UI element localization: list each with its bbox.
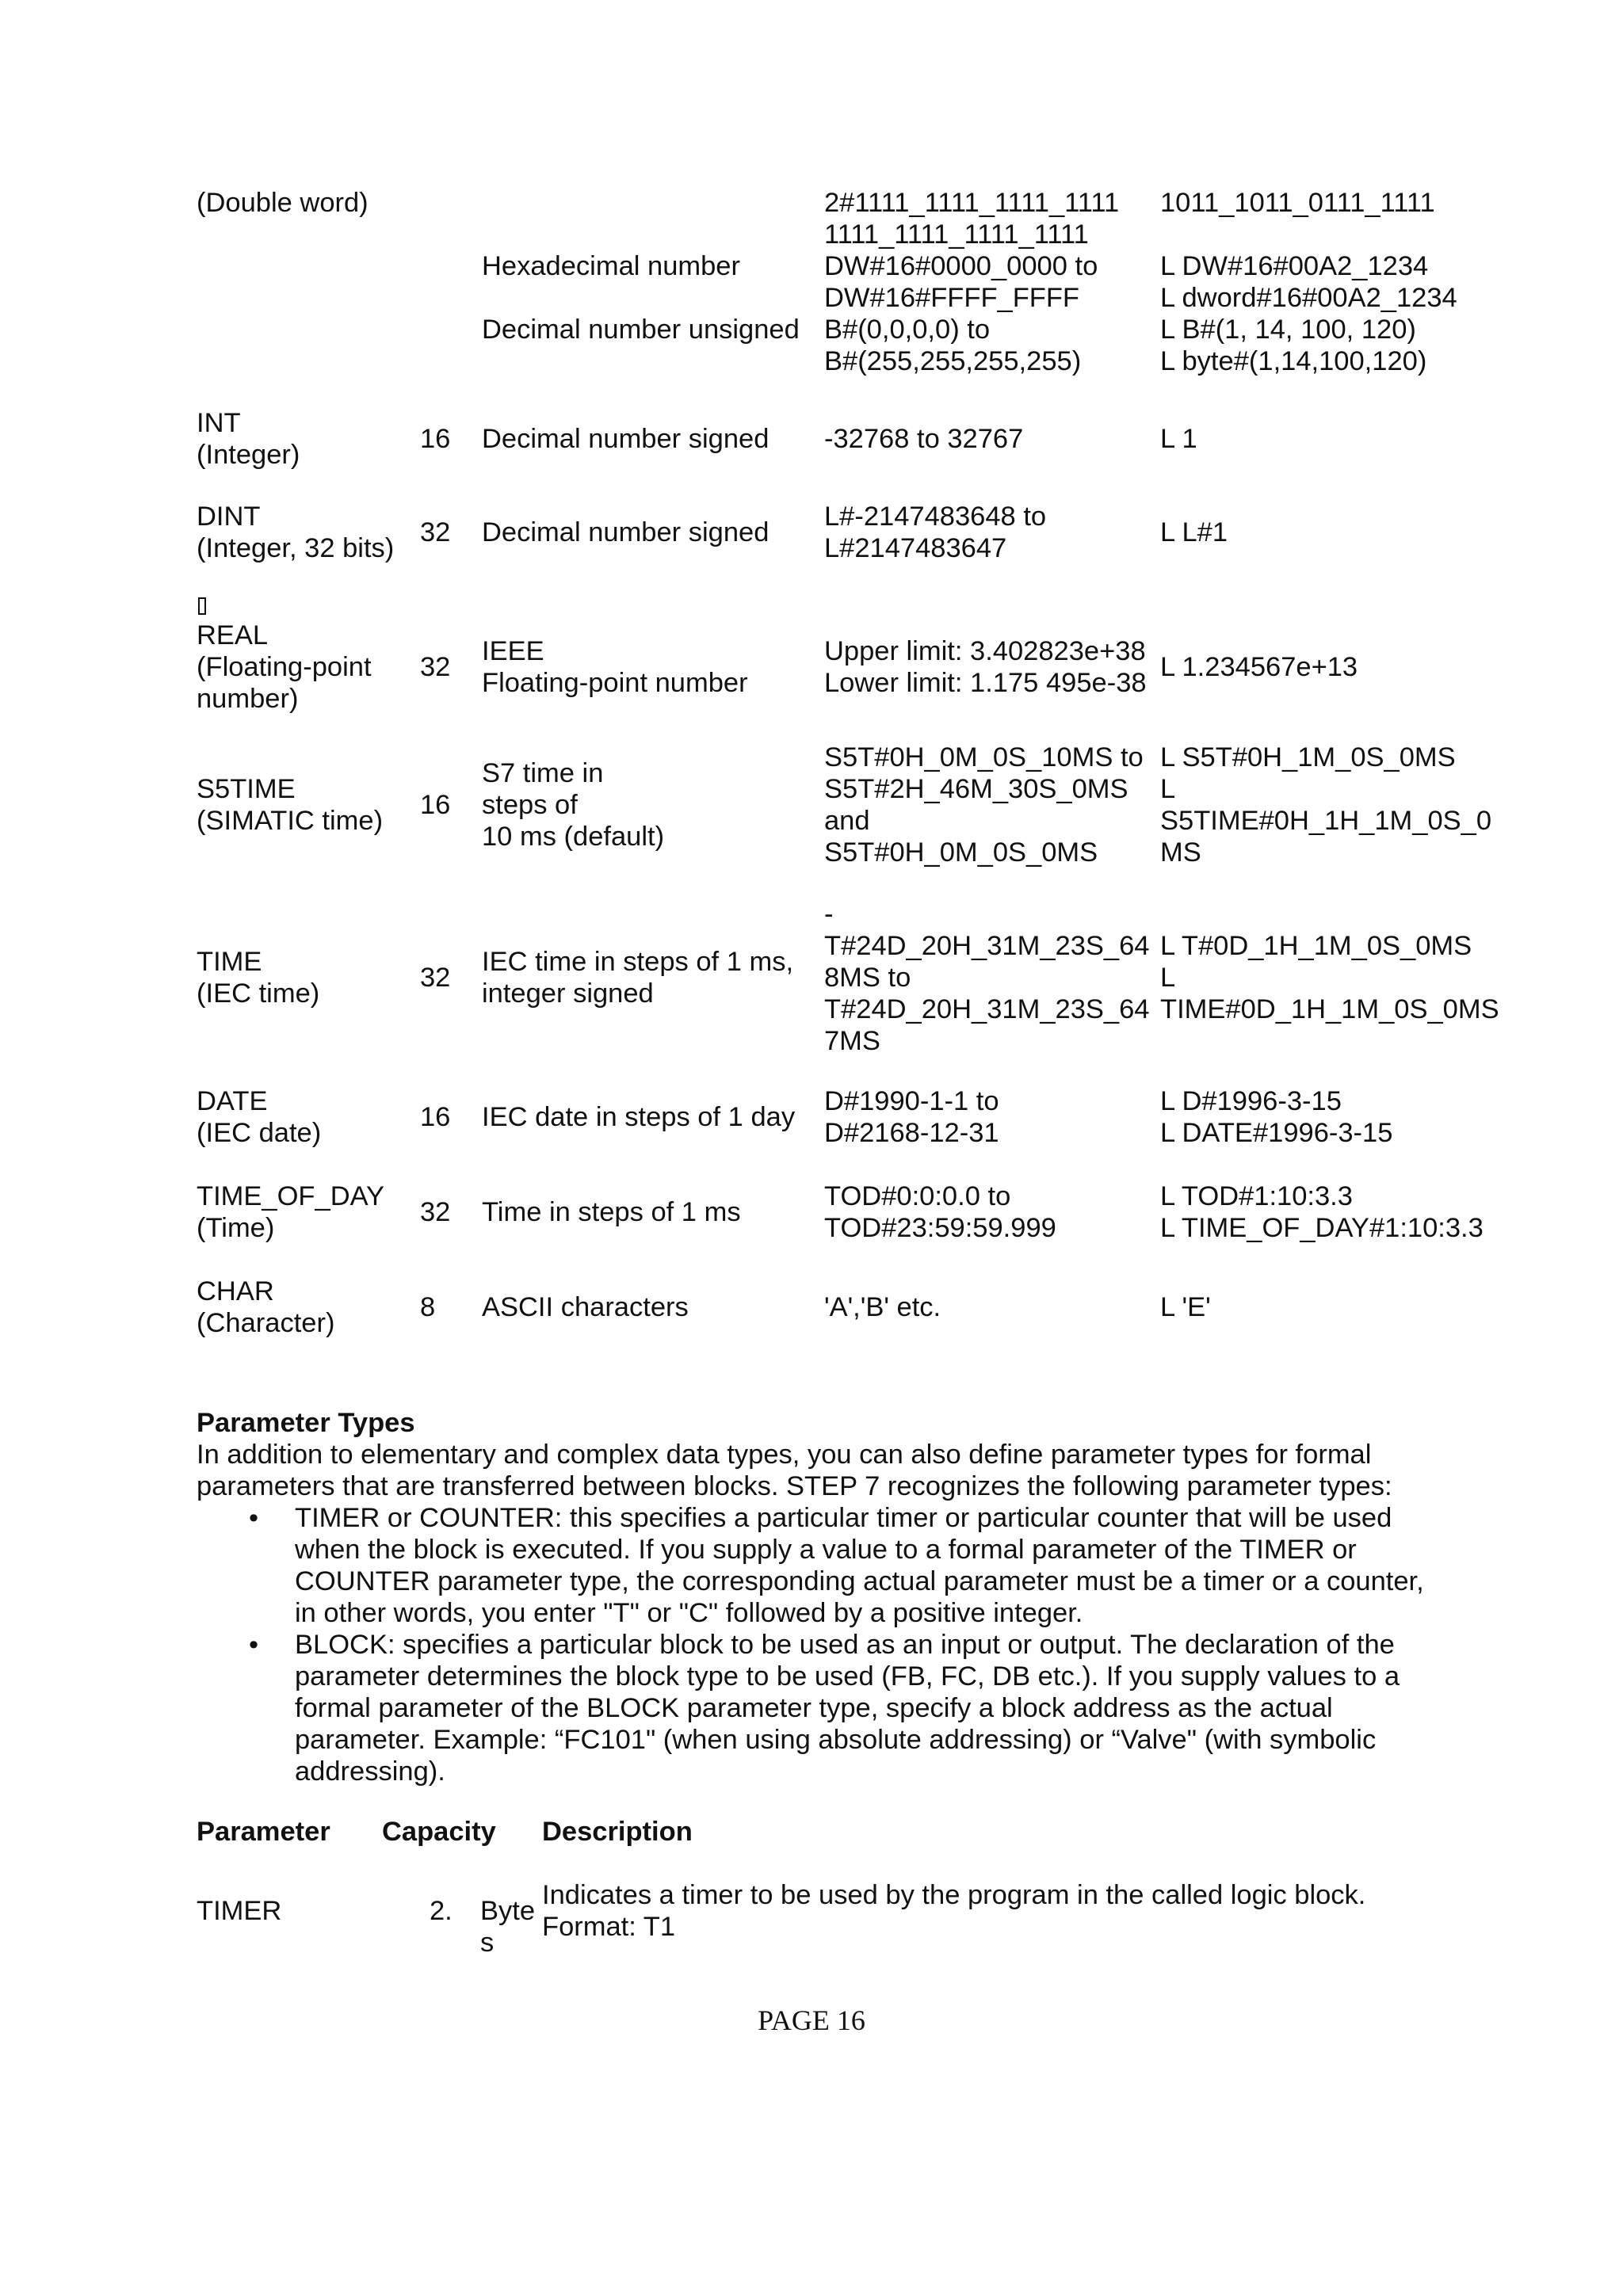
type-example-cell: L 1 <box>1160 424 1197 454</box>
type-range-cell: - T#24D_20H_31M_23S_64 8MS to T#24D_20H_31M_23S_64 7MS <box>824 899 1150 1056</box>
param-header-description: Description <box>542 1817 693 1847</box>
type-example-cell: L L#1 <box>1160 517 1228 547</box>
type-format-cell: IEC time in steps of 1 ms, integer signed <box>482 947 794 1009</box>
type-example-cell: L S5T#0H_1M_0S_0MS L S5TIME#0H_1H_1M_0S_0 MS <box>1160 742 1492 868</box>
type-name-cell: DATE (IEC date) <box>197 1086 322 1148</box>
type-name-cell: S5TIME (SIMATIC time) <box>197 774 384 836</box>
dword-dec-examples: L B#(1, 14, 100, 120) L byte#(1,14,100,120) <box>1160 315 1427 376</box>
type-format-cell: Time in steps of 1 ms <box>482 1197 741 1227</box>
param-header-capacity: Capacity <box>382 1817 496 1847</box>
type-bits-cell: 16 <box>420 790 451 820</box>
bullet-icon: • <box>249 1503 259 1533</box>
type-format-cell: ASCII characters <box>482 1292 689 1322</box>
dword-binary-example: 1011_1011_0111_1111 <box>1160 188 1435 218</box>
type-format-cell: IEC date in steps of 1 day <box>482 1102 796 1132</box>
type-range-cell: Upper limit: 3.402823e+38 Lower limit: 1.175 495e-38 <box>824 636 1147 698</box>
param-row-timer-description: Indicates a timer to be used by the program in the called logic block. Format: T1 <box>542 1880 1366 1942</box>
type-bits-cell: 16 <box>420 424 451 454</box>
missing-glyph-box <box>198 597 206 615</box>
dword-dec-range: B#(0,0,0,0) to B#(255,255,255,255) <box>824 315 1082 376</box>
dword-hex-range: DW#16#0000_0000 to DW#16#FFFF_FFFF <box>824 251 1098 313</box>
dword-hex-format: Hexadecimal number <box>482 251 740 281</box>
type-bits-cell: 32 <box>420 1197 451 1227</box>
type-range-cell: L#-2147483648 to L#2147483647 <box>824 502 1047 563</box>
page-footer: PAGE 16 <box>758 2004 865 2036</box>
type-range-cell: S5T#0H_0M_0S_10MS to S5T#2H_46M_30S_0MS and S5T#0H_0M_0S_0MS <box>824 742 1144 868</box>
section-heading: Parameter Types <box>197 1408 415 1438</box>
type-bits-cell: 32 <box>420 963 451 993</box>
type-name-cell: TIME_OF_DAY (Time) <box>197 1181 385 1243</box>
section-intro: In addition to elementary and complex data types, you can also define parameter types for formal parameters that are transferred between blocks. STEP 7 recognizes the following parameter types: <box>197 1440 1392 1501</box>
bullet-item-timer-counter: • TIMER or COUNTER: this specifies a particular timer or particular counter that will be used when the block is executed. If you supply a value to a formal parameter of the TIMER or COUNTER parameter type, the corresponding actual parameter must be a timer or a counter, in other words, you enter "T" or "C" followed by a positive integer. <box>249 1503 1424 1628</box>
type-name-cell: INT (Integer) <box>197 408 300 470</box>
type-name-cell: CHAR (Character) <box>197 1276 335 1338</box>
type-example-cell: L D#1996-3-15 L DATE#1996-3-15 <box>1160 1086 1393 1148</box>
type-name-cell: TIME (IEC time) <box>197 947 320 1009</box>
type-example-cell: L 'E' <box>1160 1292 1211 1322</box>
type-range-cell: D#1990-1-1 to D#2168-12-31 <box>824 1086 999 1148</box>
bullet-list <box>197 1502 1465 1787</box>
dword-hex-examples: L DW#16#00A2_1234 L dword#16#00A2_1234 <box>1160 251 1457 313</box>
type-bits-cell: 32 <box>420 517 451 547</box>
type-bits-cell: 32 <box>420 652 451 682</box>
type-format-cell: Decimal number signed <box>482 424 769 454</box>
type-example-cell: L TOD#1:10:3.3 L TIME_OF_DAY#1:10:3.3 <box>1160 1181 1484 1243</box>
bullet-icon: • <box>249 1630 259 1660</box>
type-format-cell: Decimal number signed <box>482 517 769 547</box>
dword-binary-range: 2#1111_1111_1111_1111 1111_1111_1111_1111 <box>824 188 1120 250</box>
param-row-timer-capacity-unit: Byte s <box>480 1896 536 1958</box>
type-name-cell: REAL (Floating-point number) <box>197 620 372 714</box>
param-header-parameter: Parameter <box>197 1817 330 1847</box>
type-format-cell: IEEE Floating-point number <box>482 636 748 698</box>
type-range-cell: 'A','B' etc. <box>824 1292 941 1322</box>
param-row-timer-name: TIMER <box>197 1896 282 1926</box>
type-bits-cell: 8 <box>420 1292 436 1322</box>
type-range-cell: -32768 to 32767 <box>824 424 1024 454</box>
type-example-cell: L T#0D_1H_1M_0S_0MS L TIME#0D_1H_1M_0S_0MS <box>1160 931 1499 1024</box>
dword-dec-format: Decimal number unsigned <box>482 315 800 345</box>
type-example-cell: L 1.234567e+13 <box>1160 652 1358 682</box>
type-range-cell: TOD#0:0:0.0 to TOD#23:59:59.999 <box>824 1181 1056 1243</box>
param-row-timer-capacity-num: 2. <box>430 1896 453 1926</box>
type-format-cell: S7 time in steps of 10 ms (default) <box>482 758 665 852</box>
type-name-cell: DINT (Integer, 32 bits) <box>197 502 395 563</box>
bullet-item-block: • BLOCK: specifies a particular block to be used as an input or output. The declaration of the parameter determines the block type to be used (FB, FC, DB etc.). If you supply values to a formal parameter of the BLOCK parameter type, specify a block address as the actual parameter. Example: “FC101" (when using absolute addressing) or “Valve" (with symbolic addressing). <box>249 1630 1400 1787</box>
dword-type-label: (Double word) <box>197 188 369 218</box>
type-bits-cell: 16 <box>420 1102 451 1132</box>
